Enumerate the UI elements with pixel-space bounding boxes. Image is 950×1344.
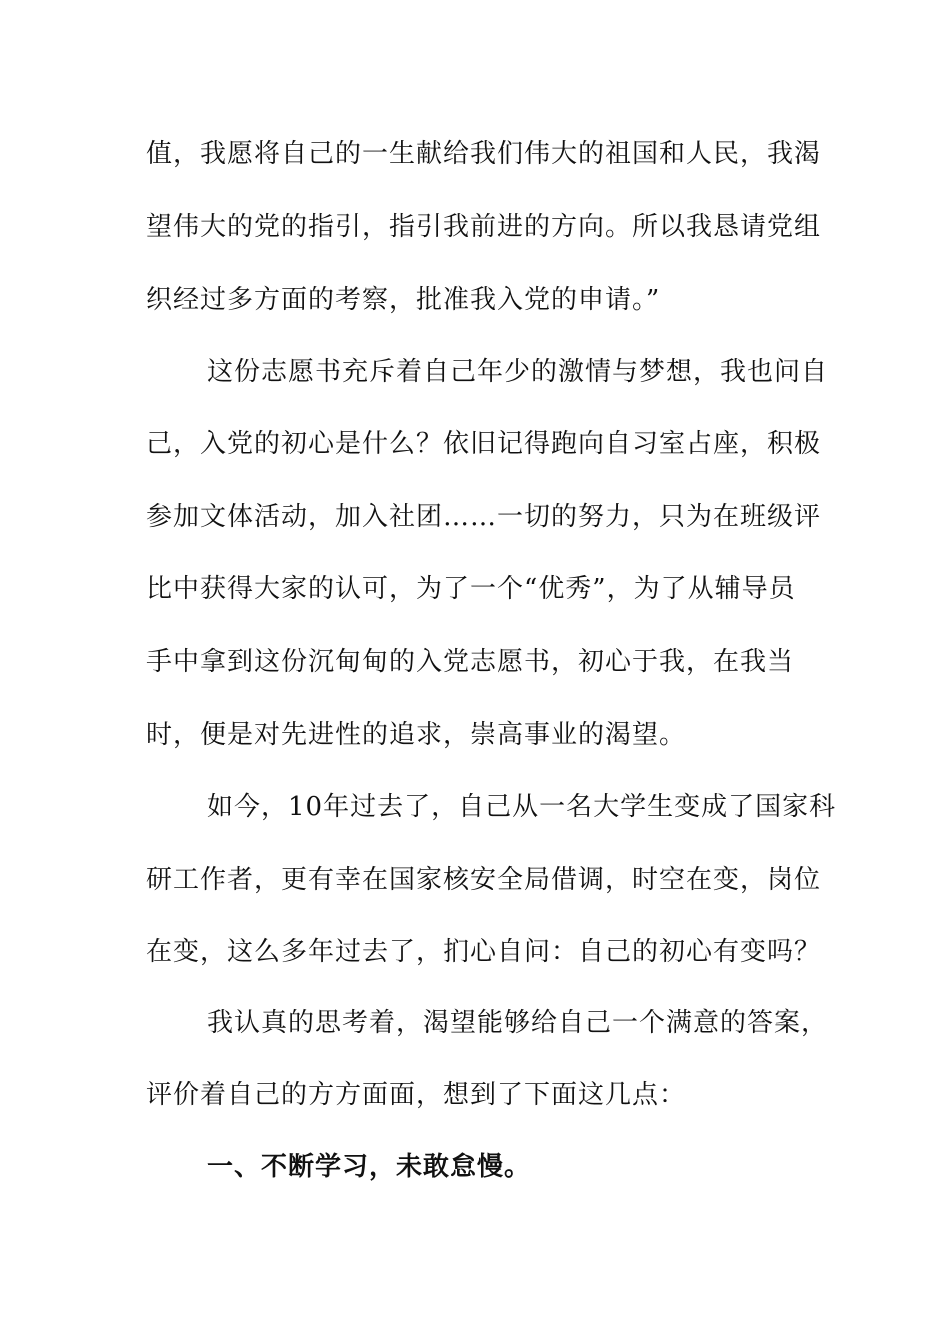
paragraph-line: 望伟大的党的指引，指引我前进的方向。所以我恳请党组 (146, 212, 822, 242)
paragraph-line: 织经过多方面的考察，批准我入党的申请。” (146, 285, 661, 315)
paragraph-line: 己，入党的初心是什么？依旧记得跑向自习室占座，积极 (146, 429, 822, 459)
paragraph-line: 值，我愿将自己的一生献给我们伟大的祖国和人民，我渴 (146, 139, 822, 169)
section-heading: 一、不断学习，未敢怠慢。 (207, 1152, 532, 1182)
paragraph-line: 时，便是对先进性的追求，崇高事业的渴望。 (146, 720, 687, 750)
paragraph-line: 我认真的思考着，渴望能够给自己一个满意的答案， (207, 1008, 829, 1038)
paragraph-line: 研工作者，更有幸在国家核安全局借调，时空在变，岗位 (146, 865, 822, 895)
paragraph-line: 在变，这么多年过去了，扪心自问：自己的初心有变吗？ (146, 937, 822, 967)
paragraph-line: 评价着自己的方方面面，想到了下面这几点： (146, 1080, 687, 1110)
paragraph-line: 这份志愿书充斥着自己年少的激情与梦想，我也问自 (207, 357, 829, 387)
paragraph-line: 如今，10年过去了，自己从一名大学生变成了国家科 (207, 792, 837, 822)
paragraph-line: 手中拿到这份沉甸甸的入党志愿书，初心于我，在我当 (146, 647, 795, 677)
paragraph-line: 参加文体活动，加入社团……一切的努力，只为在班级评 (146, 502, 822, 532)
paragraph-line: 比中获得大家的认可，为了一个“优秀”，为了从辅导员 (146, 574, 796, 604)
